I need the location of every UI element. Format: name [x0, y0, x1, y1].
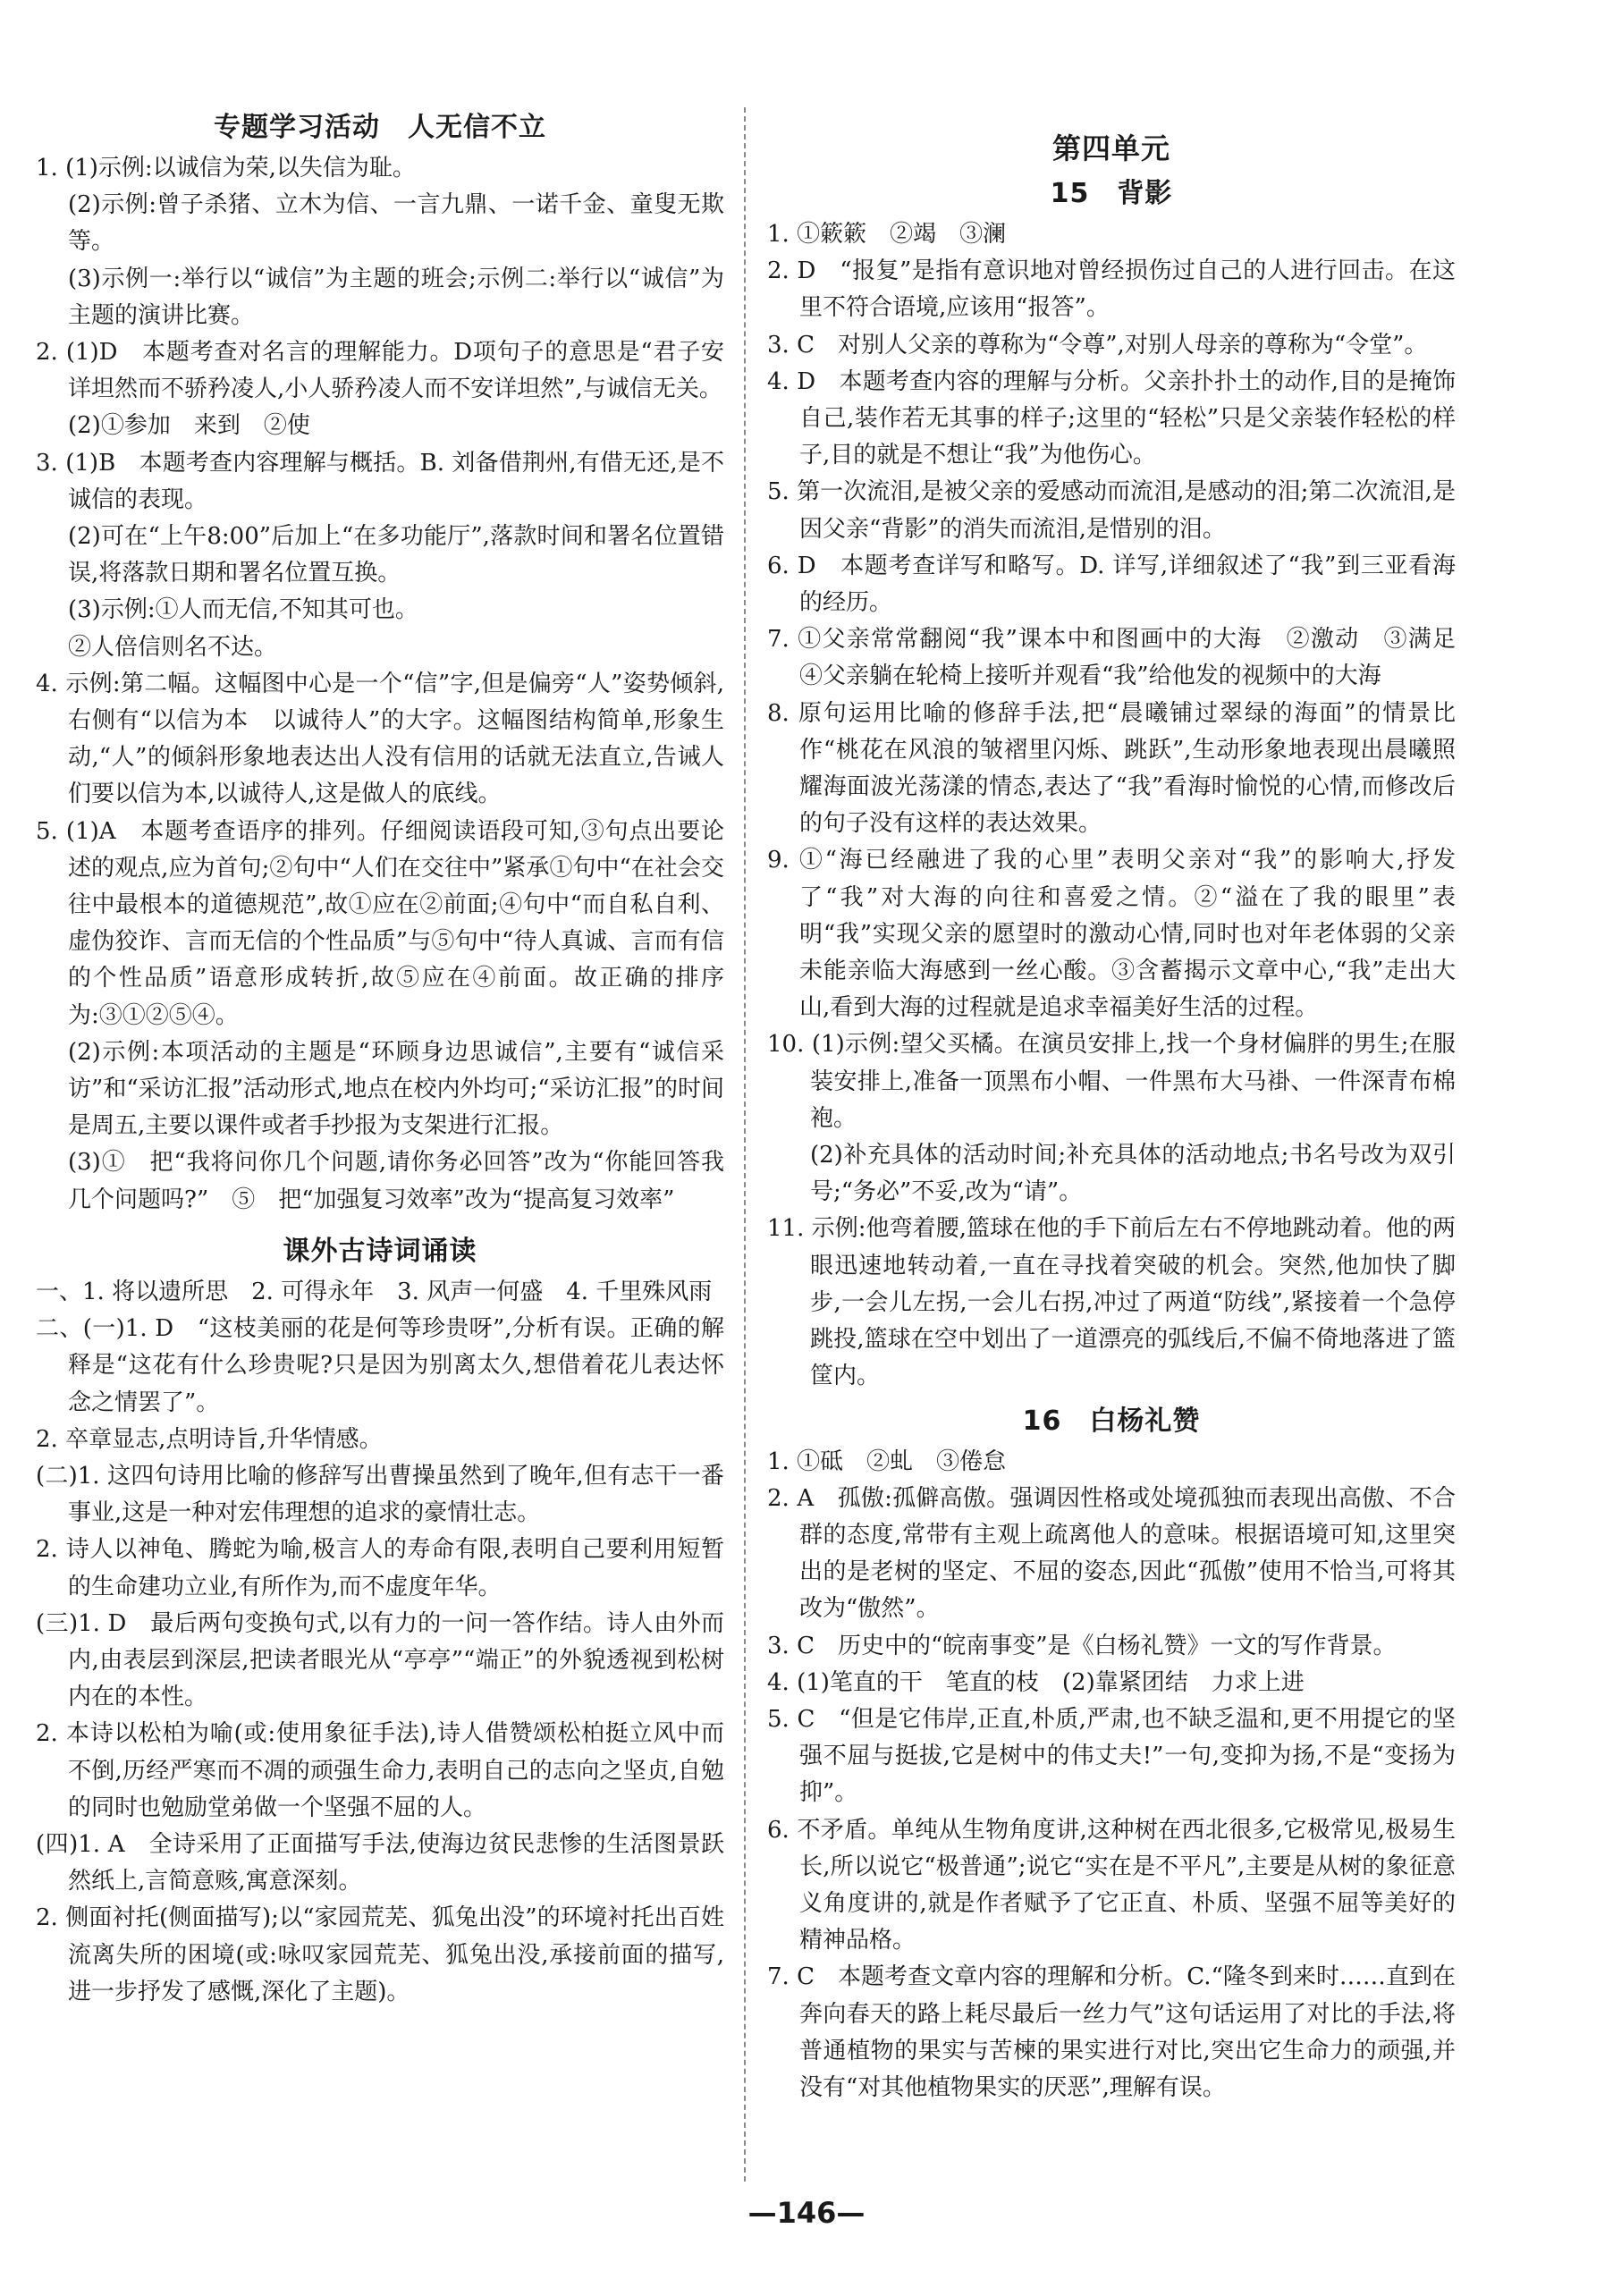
- unit-heading: 第四单元: [1051, 131, 1170, 165]
- lesson-16-answer-5: 5. C “但是它伟岸,正直,朴质,严肃,也不缺乏温和,更不用提它的坚强不屈与挺拔,它是树中的伟丈夫!”一句,变抑为扬,不是“变扬为抑”。: [767, 1705, 1456, 1807]
- answer-5-2: (2)示例:本项活动的主题是“环顾身边思诚信”,主要有“诚信采访”和“采访汇报”活动形式,地点在校内外均可;“采访汇报”的时间是周五,主要以课件或者手抄报为支架进行汇报。: [68, 1038, 724, 1140]
- lesson-15-answer-3: 3. C 对别人父亲的尊称为“令尊”,对别人母亲的尊称为“令堂”。: [767, 331, 1428, 359]
- lesson-16-answer-4: 4. (1)笔直的干 笔直的枝 (2)靠紧团结 力求上进: [767, 1668, 1305, 1696]
- lesson-15-answer-8: 8. 原句运用比喻的修辞手法,把“晨曦铺过翠绿的海面”的情景比作“桃花在风浪的皱褶里闪烁、跳跃”,生动形象地表现出晨曦照耀海面波光荡漾的情态,表达了“我”看海时愉悦的心情,而修改后的句子没有这样的表达效果。: [767, 699, 1456, 838]
- page-number: —146—: [747, 2196, 866, 2230]
- answer-5-1: 5. (1)A 本题考查语序的排列。仔细阅读语段可知,③句点出要论述的观点,应为首句;②句中“人们在交往中”紧承①句中“在社会交往中最根本的道德规范”,故①应在②前面;④句中“而自私自利、虚伪狡诈、言而无信的个性品质”与⑤句中“待人真诚、言而有信的个性品质”语意形成转折,故⑤应在④前面。故正确的排序为:③①②⑤④。: [36, 817, 724, 1029]
- lesson-15-answer-9: 9. ①“海已经融进了我的心里”表明父亲对“我”的影响大,抒发了“我”对大海的向往和喜爱之情。②“溢在了我的眼里”表明“我”实现父亲的愿望时的激动心情,同时也对年老体弱的父亲未能亲临大海感到一丝心酸。③含蓄揭示文章中心,“我”走出大山,看到大海的过程就是追求幸福美好生活的过程。: [767, 847, 1456, 1022]
- lesson-15-answer-10a: 10. (1)示例:望父买橘。在演员安排上,找一个身材偏胖的男生;在服装安排上,准备一顶黑布小帽、一件黑布大马褂、一件深青布棉袍。: [767, 1031, 1456, 1132]
- lesson-16-answer-6: 6. 不矛盾。单纯从生物角度讲,这种树在西北很多,它极常见,极易生长,所以说它“极普通”;说它“实在是不平凡”,主要是从树的象征意义角度讲的,就是作者赋予了它正直、朴质、坚强不屈等美好的精神品格。: [767, 1816, 1456, 1954]
- lesson-15-answer-6: 6. D 本题考查详写和略写。D. 详写,详细叙述了“我”到三亚看海的经历。: [767, 552, 1456, 617]
- lesson-15-answer-2: 2. D “报复”是指有意识地对曾经损伤过自己的人进行回击。在这里不符合语境,应该用“报答”。: [767, 257, 1456, 322]
- lesson-15-answer-11: 11. 示例:他弯着腰,篮球在他的手下前后左右不停地跳动着。他的两眼迅速地转动着,一直在寻找着突破的机会。突然,他加快了脚步,一会儿左拐,一会儿右拐,冲过了两道“防线”,紧接着一个急停跳投,篮球在空中划出了一道漂亮的弧线后,不偏不倚地落进了篮筐内。: [767, 1215, 1456, 1390]
- section-heading-trust: 专题学习活动 人无信不立: [214, 112, 546, 143]
- section-heading-poetry: 课外古诗词诵读: [283, 1235, 477, 1267]
- poetry-answer-1: 一、1. 将以遗所思 2. 可得永年 3. 风声一何盛 4. 千里殊风雨: [36, 1278, 713, 1305]
- answer-2-2: (2)①参加 来到 ②使: [68, 412, 310, 440]
- lesson-16-answer-2: 2. A 孤傲:孤僻高傲。强调因性格或处境孤独而表现出高傲、不合群的态度,常带有主观上疏离他人的意味。根据语境可知,这里突出的是老树的坚定、不屈的姿态,因此“孤傲”使用不恰当,可将其改为“傲然”。: [767, 1484, 1456, 1623]
- answer-1-1: 1. (1)示例:以诚信为荣,以失信为耻。: [36, 155, 416, 181]
- answer-5-3: (3)① 把“我将问你几个问题,请你务必回答”改为“你能回答我几个问题吗?” ⑤ 把“加强复习效率”改为“提高复习效率”: [68, 1149, 724, 1213]
- lesson-15-answer-10b: (2)补充具体的活动时间;补充具体的活动地点;书名号改为双引号;“务必”不妥,改为“请”。: [810, 1142, 1456, 1206]
- lesson-15-answer-5: 5. 第一次流泪,是被父亲的爱感动而流泪,是感动的泪;第二次流泪,是因父亲“背影”的消失而流泪,是惜别的泪。: [767, 478, 1456, 543]
- lesson-15-heading: 15 背影: [1050, 178, 1173, 209]
- lesson-16-answer-7: 7. C 本题考查文章内容的理解和分析。C.“隆冬到来时……直到在奔向春天的路上耗尽最后一丝力气”这句话运用了对比的手法,将普通植物的果实与苦楝的果实进行对比,突出它生命力的顽强,并没有“对其他植物果实的厌恶”,理解有误。: [767, 1963, 1456, 2101]
- answer-3-1: 3. (1)B 本题考查内容理解与概括。B. 刘备借荆州,有借无还,是不诚信的表现。: [36, 449, 724, 513]
- poetry-answer-5-1: (四)1. A 全诗采用了正面描写手法,使海边贫民悲惨的生活图景跃然纸上,言简意赅,寓意深刻。: [36, 1830, 724, 1895]
- answer-4: 4. 示例:第二幅。这幅图中心是一个“信”字,但是偏旁“人”姿势倾斜,右侧有“以信为本 以诚待人”的大字。这幅图结构简单,形象生动,“人”的倾斜形象地表达出人没有信用的话就无法直立,告诫人们要以信为本,以诚待人,这是做人的底线。: [36, 670, 724, 808]
- lesson-16-answer-1: 1. ①砥 ②虬 ③倦怠: [767, 1448, 1007, 1475]
- lesson-16-answer-3: 3. C 历史中的“皖南事变”是《白杨礼赞》一文的写作背景。: [767, 1632, 1397, 1659]
- column-divider: [744, 107, 746, 2182]
- right-column: [767, 106, 1480, 2106]
- poetry-answer-4-2: 2. 本诗以松柏为喻(或:使用象征手法),诗人借赞颂松柏挺立风中而不倒,历经严寒而不凋的顽强生命力,表明自己的志向之坚贞,自勉的同时也勉励堂弟做一个坚强不屈的人。: [36, 1720, 724, 1821]
- lesson-15-answer-7: 7. ①父亲常常翻阅“我”课本中和图画中的大海 ②激动 ③满足 ④父亲躺在轮椅上接听并观看“我”给他发的视频中的大海: [767, 626, 1480, 690]
- poetry-answer-2-1: 二、(一)1. D “这枝美丽的花是何等珍贵呀”,分析有误。正确的解释是“这花有什么珍贵呢?只是因为别离太久,想借着花儿表达怀念之情罢了”。: [36, 1315, 724, 1416]
- lesson-16-heading: 16 白杨礼赞: [1022, 1405, 1201, 1437]
- poetry-answer-2-2: 2. 卒章显志,点明诗旨,升华情感。: [36, 1425, 383, 1453]
- answer-1-2: (2)示例:曾子杀猪、立木为信、一言九鼎、一诺千金、童叟无欺等。: [68, 191, 724, 256]
- left-column: [36, 106, 724, 2011]
- lesson-15-answer-1: 1. ①簌簌 ②竭 ③澜: [767, 221, 1007, 248]
- poetry-answer-4-1: (三)1. D 最后两句变换句式,以有力的一问一答作结。诗人由外而内,由表层到深层,把读者眼光从“亭亭”“端正”的外貌透视到松树内在的本性。: [36, 1609, 724, 1711]
- answer-1-3: (3)示例一:举行以“诚信”为主题的班会;示例二:举行以“诚信”为主题的演讲比赛。: [68, 265, 724, 329]
- poetry-answer-3-2: 2. 诗人以神龟、腾蛇为喻,极言人的寿命有限,表明自己要利用短暂的生命建功立业,有所作为,而不虚度年华。: [36, 1536, 724, 1600]
- answer-3-4: ②人倍信则名不达。: [68, 633, 278, 661]
- answer-3-2: (2)可在“上午8:00”后加上“在多功能厅”,落款时间和署名位置错误,将落款日期和署名位置互换。: [68, 523, 724, 587]
- lesson-15-answer-4: 4. D 本题考查内容的理解与分析。父亲扑扑土的动作,目的是掩饰自己,装作若无其事的样子;这里的“轻松”只是父亲装作轻松的样子,目的就是不想让“我”为他伤心。: [767, 367, 1456, 469]
- answer-2-1: 2. (1)D 本题考查对名言的理解能力。D项句子的意思是“君子安详坦然而不骄矜凌人,小人骄矜凌人而不安详坦然”,与诚信无关。: [36, 339, 724, 403]
- poetry-answer-3-1: (二)1. 这四句诗用比喻的修辞写出曹操虽然到了晚年,但有志干一番事业,这是一种对宏伟理想的追求的豪情壮志。: [36, 1462, 724, 1527]
- poetry-answer-5-2: 2. 侧面衬托(侧面描写);以“家园荒芜、狐兔出没”的环境衬托出百姓流离失所的困境(或:咏叹家园荒芜、狐兔出没,承接前面的描写,进一步抒发了感慨,深化了主题)。: [36, 1904, 724, 2005]
- answer-3-3: (3)示例:①人而无信,不知其可也。: [68, 596, 418, 624]
